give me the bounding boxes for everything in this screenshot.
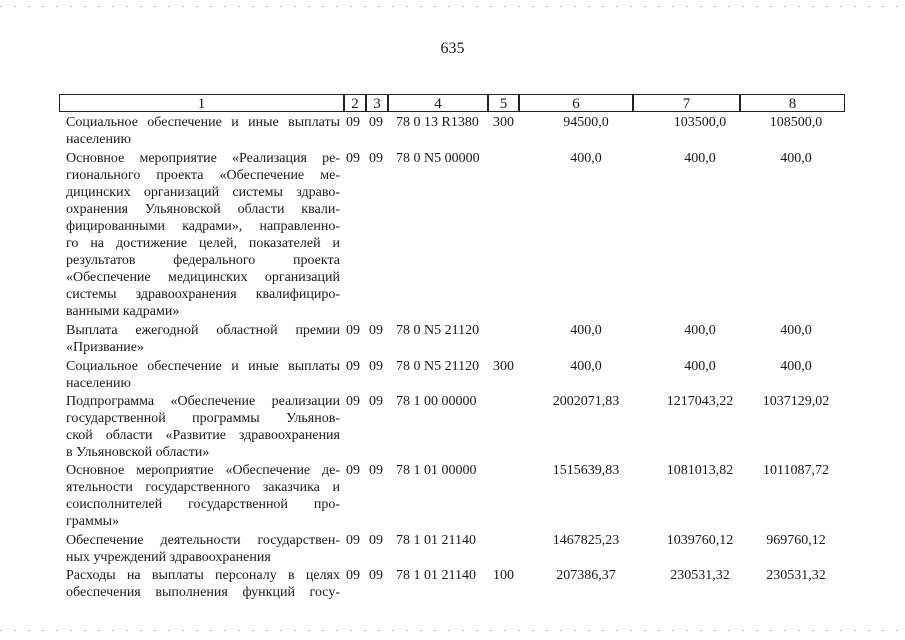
header-col-5: 5 (488, 94, 519, 112)
target-item-code: 78 0 N5 00000 (396, 151, 480, 166)
section-code: 09 (346, 359, 360, 374)
section-code: 09 (346, 533, 360, 548)
description-line: в Ульяновской области» (66, 445, 210, 460)
row-description (66, 322, 340, 356)
amount-col-6: 400,0 (570, 151, 602, 166)
description-line: Основное мероприятие «Реализация ре- (66, 151, 340, 166)
subsection-code: 09 (369, 359, 383, 374)
section-code: 09 (346, 323, 360, 338)
target-item-code: 78 1 01 21140 (396, 568, 476, 583)
amount-col-8: 230531,32 (766, 568, 826, 583)
description-line: «Призвание» (66, 340, 144, 355)
scan-edge-top (0, 6, 905, 7)
target-item-code: 78 1 00 00000 (396, 394, 477, 409)
section-code: 09 (346, 463, 360, 478)
section-code: 09 (346, 568, 360, 583)
expense-type-code: 300 (493, 359, 514, 374)
description-line: населению (66, 376, 131, 391)
header-col-4: 4 (388, 94, 488, 112)
amount-col-6: 400,0 (570, 323, 602, 338)
description-line: ных учреждений здравоохранения (66, 550, 271, 565)
row-description (66, 358, 340, 392)
description-line: Обеспечение деятельности государствен- (66, 533, 340, 548)
amount-col-8: 108500,0 (769, 115, 823, 130)
amount-col-8: 400,0 (780, 323, 812, 338)
description-line: фицированными кадрами», направленно- (66, 219, 340, 234)
description-line: го на достижение целей, показателей и (66, 236, 340, 251)
target-item-code: 78 1 01 21140 (396, 533, 476, 548)
description-line: Выплата ежегодной областной премии (66, 323, 340, 338)
amount-col-6: 94500,0 (563, 115, 609, 130)
subsection-code: 09 (369, 151, 383, 166)
section-code: 09 (346, 394, 360, 409)
amount-col-6: 1515639,83 (552, 463, 620, 478)
description-line: результатов федерального проекта (66, 253, 340, 268)
row-description (66, 567, 340, 601)
header-col-7: 7 (633, 94, 740, 112)
subsection-code: 09 (369, 115, 383, 130)
subsection-code: 09 (369, 323, 383, 338)
section-code: 09 (346, 151, 360, 166)
description-line: гионального проекта «Обеспечение ме- (66, 168, 340, 183)
header-col-1: 1 (59, 94, 344, 112)
amount-col-7: 1217043,22 (666, 394, 734, 409)
amount-col-6: 400,0 (570, 359, 602, 374)
amount-col-7: 400,0 (684, 323, 716, 338)
amount-col-6: 2002071,83 (552, 394, 620, 409)
description-line: системы здравоохранения квалифициро- (66, 287, 340, 302)
amount-col-8: 1037129,02 (762, 394, 830, 409)
target-item-code: 78 1 01 00000 (396, 463, 477, 478)
header-col-6: 6 (519, 94, 633, 112)
description-line: населению (66, 132, 131, 147)
subsection-code: 09 (369, 533, 383, 548)
description-line: Расходы на выплаты персоналу в целях (66, 568, 340, 583)
expense-type-code: 100 (493, 568, 514, 583)
expense-type-code: 300 (493, 115, 514, 130)
amount-col-7: 1039760,12 (666, 533, 734, 548)
header-col-8: 8 (740, 94, 845, 112)
amount-col-8: 1011087,72 (763, 463, 829, 478)
page-number: 635 (440, 40, 465, 57)
target-item-code: 78 0 N5 21120 (396, 359, 480, 374)
description-line: государственной программы Ульянов- (66, 411, 340, 426)
header-col-3: 3 (366, 94, 388, 112)
row-description (66, 393, 340, 461)
target-item-code: 78 0 13 R1380 (396, 115, 479, 130)
amount-col-7: 103500,0 (673, 115, 727, 130)
description-line: ванными кадрами» (66, 304, 180, 319)
description-line: Социальное обеспечение и иные выплаты (66, 115, 340, 130)
amount-col-6: 1467825,23 (552, 533, 620, 548)
subsection-code: 09 (369, 568, 383, 583)
amount-col-7: 400,0 (684, 359, 716, 374)
row-description (66, 114, 340, 148)
description-line: дицинских организаций системы здраво- (66, 185, 340, 200)
scan-edge-bottom (0, 630, 905, 631)
row-description (66, 462, 340, 530)
amount-col-7: 230531,32 (670, 568, 730, 583)
description-line: граммы» (66, 514, 120, 529)
description-line: Социальное обеспечение и иные выплаты (66, 359, 340, 374)
description-line: Основное мероприятие «Обеспечение де- (66, 463, 340, 478)
target-item-code: 78 0 N5 21120 (396, 323, 480, 338)
row-description (66, 150, 340, 320)
row-description (66, 532, 340, 566)
description-line: ской области «Развитие здравоохранения (66, 428, 340, 443)
amount-col-8: 400,0 (780, 151, 812, 166)
table-header (0, 94, 905, 114)
header-col-2: 2 (344, 94, 366, 112)
description-line: охранения Ульяновской области квали- (66, 202, 340, 217)
description-line: обеспечения выполнения функций госу- (66, 585, 340, 600)
amount-col-7: 1081013,82 (666, 463, 734, 478)
amount-col-6: 207386,37 (556, 568, 616, 583)
description-line: соисполнителей государственной про- (66, 497, 340, 512)
subsection-code: 09 (369, 394, 383, 409)
description-line: «Обеспечение медицинских организаций (66, 270, 340, 285)
section-code: 09 (346, 115, 360, 130)
description-line: ятельности государственного заказчика и (66, 480, 340, 495)
description-line: Подпрограмма «Обеспечение реализации (66, 394, 340, 409)
amount-col-7: 400,0 (684, 151, 716, 166)
subsection-code: 09 (369, 463, 383, 478)
amount-col-8: 400,0 (780, 359, 812, 374)
amount-col-8: 969760,12 (766, 533, 826, 548)
